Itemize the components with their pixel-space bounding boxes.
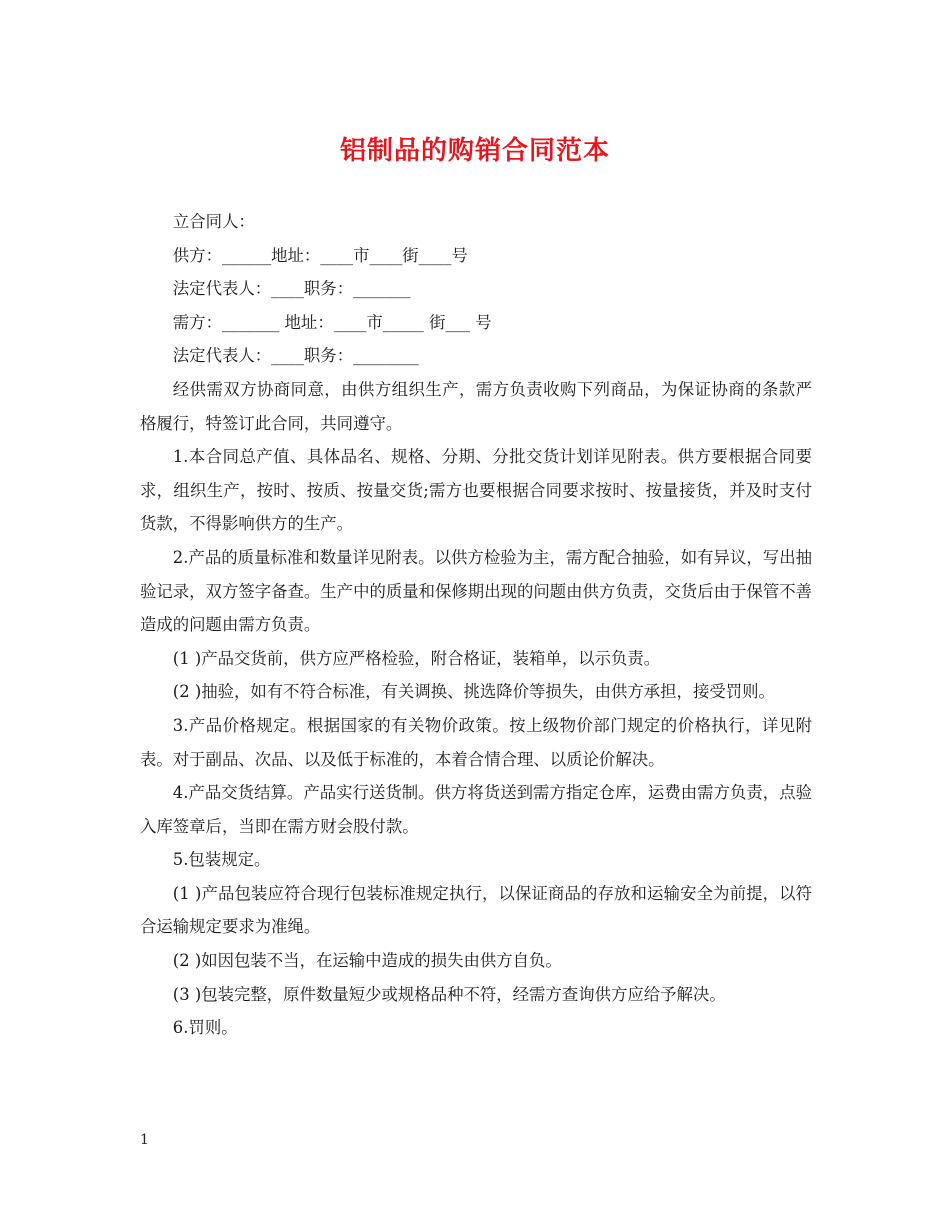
paragraph: 6.罚则。 xyxy=(172,1018,238,1038)
paragraph: 法定代表人：____职务：_______ xyxy=(172,279,411,299)
page-number: 1 xyxy=(140,1132,149,1148)
document-title: 铝制品的购销合同范本 xyxy=(339,136,610,166)
paragraph: 经供需双方协商同意，由供方组织生产，需方负责收购下列商品，为保证协商的条款严格履行，特签订此合同，共同遵守。 xyxy=(140,379,812,433)
paragraph: 需方：_______ 地址：____市_____ 街___ 号 xyxy=(172,312,492,332)
paragraph: 4.产品交货结算。产品实行送货制。供方将货送到需方指定仓库，运费由需方负责，点验入库签章后，当即在需方财会股付款。 xyxy=(140,783,812,836)
paragraph: 3.产品价格规定。根据国家的有关物价政策。按上级物价部门规定的价格执行，详见附表。对于副品、次品、以及低于标准的，本着合情合理、以质论价解决。 xyxy=(140,715,812,769)
paragraph: (3 )包装完整，原件数量短少或规格品种不符，经需方查询供方应给予解决。 xyxy=(172,984,726,1004)
paragraph: (1 )产品包装应符合现行包装标准规定执行，以保证商品的存放和运输安全为前提，以符合运输规定要求为准绳。 xyxy=(140,883,812,937)
document-body xyxy=(140,205,812,1045)
paragraph: 立合同人： xyxy=(172,212,255,231)
paragraph: 1.本合同总产值、具体品名、规格、分期、分批交货计划详见附表。供方要根据合同要求，组织生产，按时、按质、按量交货;需方也要根据合同要求按时、按量接货，并及时支付货款，不得影响供方的生产。 xyxy=(140,447,812,534)
paragraph: (2 )抽验，如有不符合标准，有关调换、挑选降价等损失，由供方承担，接受罚则。 xyxy=(172,682,775,702)
paragraph: 5.包装规定。 xyxy=(172,850,271,870)
paragraph: 2.产品的质量标准和数量详见附表。以供方检验为主，需方配合抽验，如有异议，写出抽验记录，双方签字备查。生产中的质量和保修期出现的问题由供方负责，交货后由于保管不善造成的问题由需方负责。 xyxy=(140,547,813,635)
paragraph: (2 )如因包装不当，在运输中造成的损失由供方自负。 xyxy=(172,951,562,971)
paragraph: 法定代表人：____职务：________ xyxy=(172,346,419,366)
paragraph: (1 )产品交货前，供方应严格检验，附合格证，装箱单，以示负责。 xyxy=(172,648,661,668)
paragraph: 供方：______地址：____市____街____号 xyxy=(172,245,468,265)
